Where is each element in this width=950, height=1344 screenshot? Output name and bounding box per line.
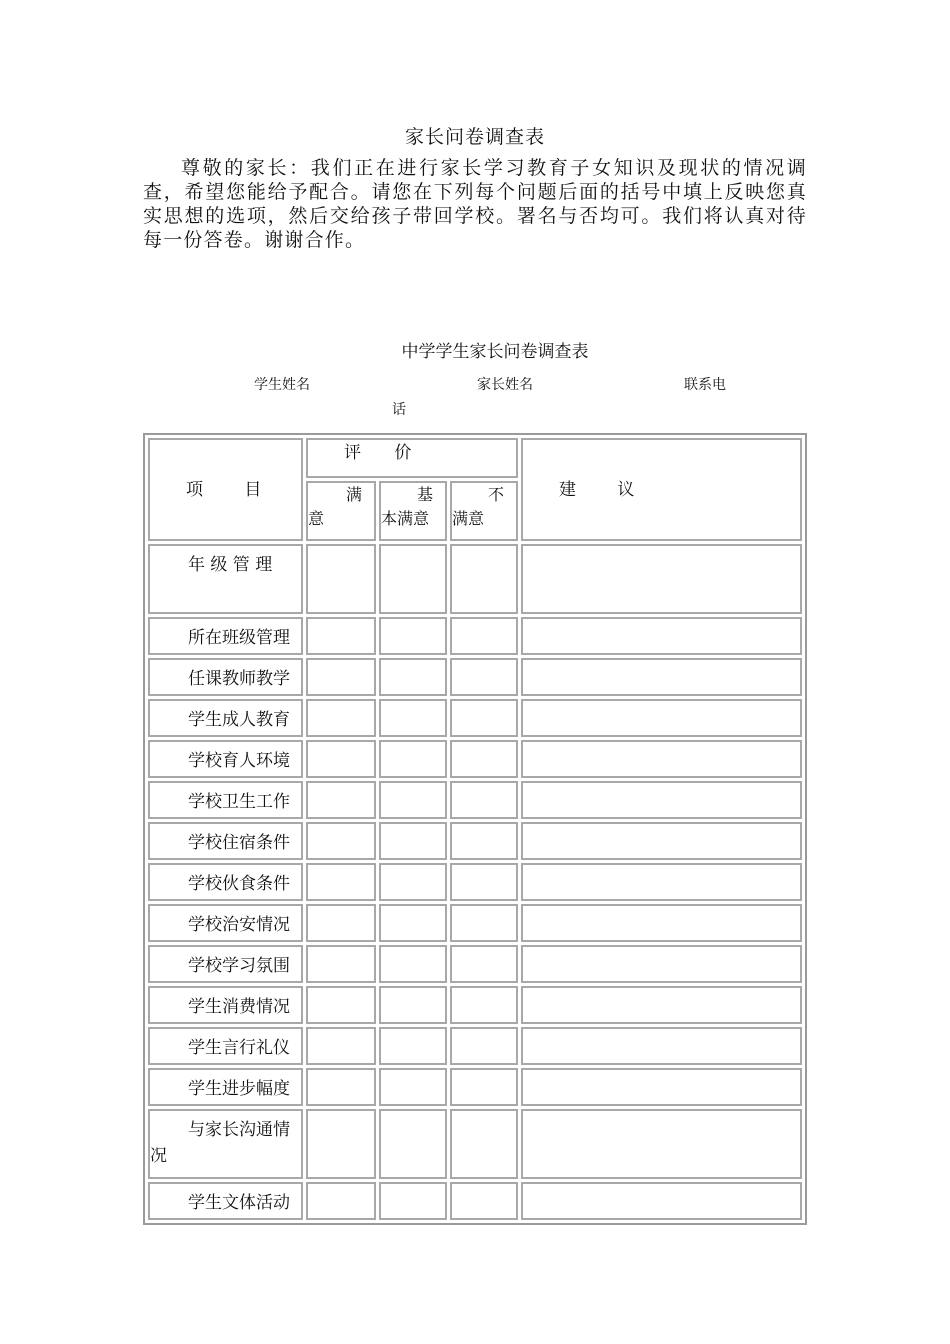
basically-satisfied-cell[interactable] [379, 1027, 447, 1065]
suggestion-cell[interactable] [521, 617, 802, 655]
header-satisfied: 满 意 [306, 481, 376, 541]
satisfied-cell[interactable] [306, 1182, 376, 1220]
table-row [148, 945, 802, 983]
row-label: 所在班级管理 [148, 617, 303, 655]
basically-satisfied-cell[interactable] [379, 1109, 447, 1179]
satisfied-cell[interactable] [306, 544, 376, 614]
suggestion-cell[interactable] [521, 822, 802, 860]
unsatisfied-cell[interactable] [450, 617, 518, 655]
row-label: 学校住宿条件 [148, 822, 303, 860]
satisfied-cell[interactable] [306, 699, 376, 737]
unsatisfied-cell[interactable] [450, 699, 518, 737]
unsatisfied-cell[interactable] [450, 658, 518, 696]
suggestion-cell[interactable] [521, 1109, 802, 1179]
table-row [148, 904, 802, 942]
unsatisfied-cell[interactable] [450, 781, 518, 819]
basically-satisfied-cell[interactable] [379, 699, 447, 737]
satisfied-cell[interactable] [306, 617, 376, 655]
satisfied-cell[interactable] [306, 1027, 376, 1065]
unsatisfied-cell[interactable] [450, 822, 518, 860]
header-unsatisfied: 不 满意 [450, 481, 518, 541]
basically-satisfied-cell[interactable] [379, 863, 447, 901]
suggestion-cell[interactable] [521, 699, 802, 737]
table-row [148, 1027, 802, 1065]
basically-satisfied-cell[interactable] [379, 1068, 447, 1106]
table-row [148, 617, 802, 655]
table-row [148, 863, 802, 901]
basically-satisfied-cell[interactable] [379, 904, 447, 942]
table-row [148, 822, 802, 860]
row-label: 任课教师教学 [148, 658, 303, 696]
row-label: 学校卫生工作 [148, 781, 303, 819]
header-basically-satisfied: 基 本满意 [379, 481, 447, 541]
row-label: 学校治安情况 [148, 904, 303, 942]
table-row [148, 1109, 802, 1179]
unsatisfied-cell[interactable] [450, 904, 518, 942]
table-row [148, 1182, 802, 1220]
suggestion-cell[interactable] [521, 1182, 802, 1220]
satisfied-cell[interactable] [306, 904, 376, 942]
suggestion-cell[interactable] [521, 904, 802, 942]
table-row [148, 781, 802, 819]
unsatisfied-cell[interactable] [450, 1109, 518, 1179]
survey-table [143, 433, 807, 1225]
suggestion-cell[interactable] [521, 544, 802, 614]
basically-satisfied-cell[interactable] [379, 945, 447, 983]
unsatisfied-cell[interactable] [450, 986, 518, 1024]
satisfied-cell[interactable] [306, 822, 376, 860]
row-label: 学校伙食条件 [148, 863, 303, 901]
row-label: 学生消费情况 [148, 986, 303, 1024]
basically-satisfied-cell[interactable] [379, 822, 447, 860]
row-label: 学生文体活动 [148, 1182, 303, 1220]
satisfied-cell[interactable] [306, 1109, 376, 1179]
row-label: 与家长沟通情况 [148, 1109, 303, 1179]
phone-label-continued: 话 [392, 402, 406, 418]
basically-satisfied-cell[interactable] [379, 740, 447, 778]
table-row [148, 740, 802, 778]
satisfied-cell[interactable] [306, 658, 376, 696]
parent-name-label: 家长姓名 [477, 377, 533, 393]
unsatisfied-cell[interactable] [450, 863, 518, 901]
table-row [148, 544, 802, 614]
satisfied-cell[interactable] [306, 740, 376, 778]
row-label: 学生进步幅度 [148, 1068, 303, 1106]
suggestion-cell[interactable] [521, 986, 802, 1024]
header-evaluation: 评 价 [306, 438, 518, 478]
unsatisfied-cell[interactable] [450, 1068, 518, 1106]
satisfied-cell[interactable] [306, 781, 376, 819]
satisfied-cell[interactable] [306, 986, 376, 1024]
table-row [148, 986, 802, 1024]
satisfied-cell[interactable] [306, 945, 376, 983]
unsatisfied-cell[interactable] [450, 1027, 518, 1065]
row-label: 学生言行礼仪 [148, 1027, 303, 1065]
row-label: 学校学习氛围 [148, 945, 303, 983]
suggestion-cell[interactable] [521, 740, 802, 778]
letter-title: 家长问卷调查表 [404, 126, 545, 148]
basically-satisfied-cell[interactable] [379, 986, 447, 1024]
form-title: 中学学生家长问卷调查表 [401, 342, 589, 362]
student-name-label: 学生姓名 [254, 377, 310, 393]
suggestion-cell[interactable] [521, 1027, 802, 1065]
basically-satisfied-cell[interactable] [379, 781, 447, 819]
basically-satisfied-cell[interactable] [379, 544, 447, 614]
header-item: 项 目 [148, 438, 303, 541]
suggestion-cell[interactable] [521, 863, 802, 901]
unsatisfied-cell[interactable] [450, 945, 518, 983]
table-row [148, 658, 802, 696]
suggestion-cell[interactable] [521, 1068, 802, 1106]
row-label: 年 级 管 理 [148, 544, 303, 614]
basically-satisfied-cell[interactable] [379, 1182, 447, 1220]
table-row [148, 699, 802, 737]
basically-satisfied-cell[interactable] [379, 617, 447, 655]
suggestion-cell[interactable] [521, 945, 802, 983]
row-label: 学生成人教育 [148, 699, 303, 737]
phone-label: 联系电 [684, 377, 726, 393]
letter-body: 尊敬的家长：我们正在进行家长学习教育子女知识及现状的情况调查，希望您能给予配合。请您在下列每个问题后面的括号中填上反映您真实思想的选项，然后交给孩子带回学校。署名与否均可。我们将认真对待每一份答卷。谢谢合作。 [143, 157, 807, 251]
row-label: 学校育人环境 [148, 740, 303, 778]
header-suggestion: 建 议 [521, 438, 802, 541]
basically-satisfied-cell[interactable] [379, 658, 447, 696]
satisfied-cell[interactable] [306, 863, 376, 901]
suggestion-cell[interactable] [521, 658, 802, 696]
unsatisfied-cell[interactable] [450, 1182, 518, 1220]
satisfied-cell[interactable] [306, 1068, 376, 1106]
unsatisfied-cell[interactable] [450, 544, 518, 614]
suggestion-cell[interactable] [521, 781, 802, 819]
table-row [148, 1068, 802, 1106]
unsatisfied-cell[interactable] [450, 740, 518, 778]
